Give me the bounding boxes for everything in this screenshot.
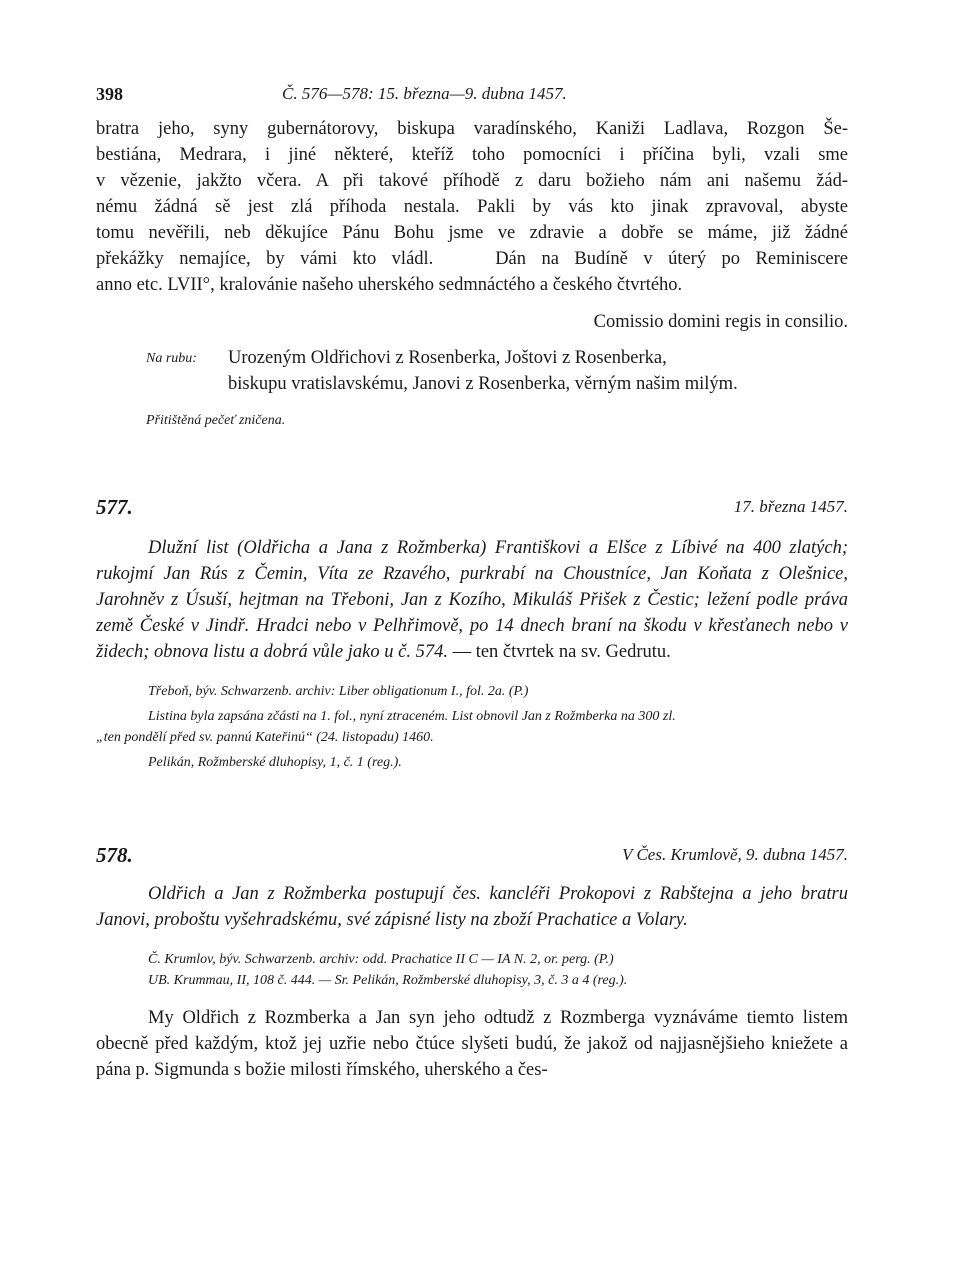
archive-note: Listina byla zapsána zčásti na 1. fol., nyní ztraceném. List obnovil Jan z Rožmberka na 300 zl. xyxy=(148,709,676,724)
literature-note: UB. Krummau, II, 108 č. 444. — Sr. Pelikán, Rožmberské dluhopisy, 3, č. 3 a 4 (reg.). xyxy=(148,973,628,988)
verso-line: Urozeným Oldřichovi z Rosenberka, Joštovi z Rosenberka, xyxy=(228,348,667,368)
doc-date: V Čes. Krumlově, 9. dubna 1457. xyxy=(622,845,848,864)
text-line: bratra jeho, syny gubernátorovy, biskupa varadínského, Kaniži Ladlava, Rozgon Še- xyxy=(96,119,848,139)
verso-label: Na rubu: xyxy=(146,351,197,366)
text-line: tomu nevěřili, neb děkujíce Pánu Bohu jsme ve zdravie a dobře se máme, již žádné xyxy=(96,223,848,243)
text-line: v vězenie, jakžto včera. A při takové příhodě z daru božieho nám ani našemu žád- xyxy=(96,171,848,191)
doc-578-notes xyxy=(148,949,848,991)
page-header xyxy=(96,84,848,114)
literature-note: Pelikán, Rožmberské dluhopisy, 1, č. 1 (reg.). xyxy=(148,755,402,770)
doc-date: 17. března 1457. xyxy=(733,497,848,516)
doc-576-continuation xyxy=(96,116,848,298)
doc-number: 577. xyxy=(96,495,133,519)
verso-address xyxy=(96,345,848,397)
page-number: 398 xyxy=(96,84,123,104)
verso-text xyxy=(228,345,848,397)
archive-note: „ten pondělí před sv. pannú Kateřinú“ (24. listopadu) 1460. xyxy=(96,730,434,745)
doc-number: 578. xyxy=(96,843,133,867)
doc-577-notes xyxy=(96,681,848,773)
doc-577-heading xyxy=(96,495,848,525)
signoff: Comissio domini regis in consilio. xyxy=(593,312,848,332)
running-title: Č. 576—578: 15. března—9. dubna 1457. xyxy=(282,84,567,103)
seal-note: Přitištěná pečeť zničena. xyxy=(146,413,286,428)
page xyxy=(96,84,848,1083)
text-line: překážky nemajíce, by vámi kto vládl. Dán na Budíně v úterý po Reminiscere xyxy=(96,249,848,269)
verso-line: biskupu vratislavskému, Janovi z Rosenberka, věrným našim milým. xyxy=(228,374,738,394)
text-line: anno etc. LVII°, kralovánie našeho uherského sedmnáctého a českého čtvrtého. xyxy=(96,275,683,295)
text-line: nému žádná sě jest zlá příhoda nestala. Pakli by vás kto jinak zpravoval, abyste xyxy=(96,197,848,217)
archive-note: Č. Krumlov, býv. Schwarzenb. archiv: odd. Prachatice II C — IA N. 2, or. perg. (P.) xyxy=(148,952,614,967)
regest-text: Dlužní list (Oldřicha a Jana z Rožmberka) Františkovi a Elšce z Líbivé na 400 zlatých; rukojmí Jan Rús z Čemin, Víta ze Rzavého, purkrabí na Choustníce, Jan Koňata z Olešnice, Jarohněv z Úsuší, hejtman na Třeboni, Jan z Kozího, Mikuláš Přišek z Čestic; ležení podle práva země České v Jindř. Hradci nebo v Pelhřimově, po 14 dnech braní na škodu v křesťanech nebo v židech; obnova listu a dobrá vůle jako u č. 574. xyxy=(96,538,848,662)
doc-577-regest xyxy=(96,535,848,665)
doc-578-text: My Oldřich z Rozmberka a Jan syn jeho odtudž z Rozmberga vyznáváme tiemto listem obecně před každým, ktož jej uzřie nebo čtúce slyšeti budú, že jakož od najjasnějšieho kniežete a pána p. Sigmunda s božie milosti římského, uherského a čes- xyxy=(96,1008,848,1080)
doc-578-heading xyxy=(96,843,848,873)
doc-578-regest: Oldřich a Jan z Rožmberka postupují čes. kancléři Prokopovi z Rabštejna a jeho bratru Janovi, proboštu vyšehradskému, své zápisné listy na zboží Prachatice a Volary. xyxy=(96,884,848,930)
regest-dating: — ten čtvrtek na sv. Gedrutu. xyxy=(447,642,671,662)
text-line: bestiána, Medrara, i jiné některé, kteříž toho pomocníci i příčina byli, vzali sme xyxy=(96,145,848,165)
archive-note: Třeboň, býv. Schwarzenb. archiv: Liber obligationum I., fol. 2a. (P.) xyxy=(148,684,529,699)
